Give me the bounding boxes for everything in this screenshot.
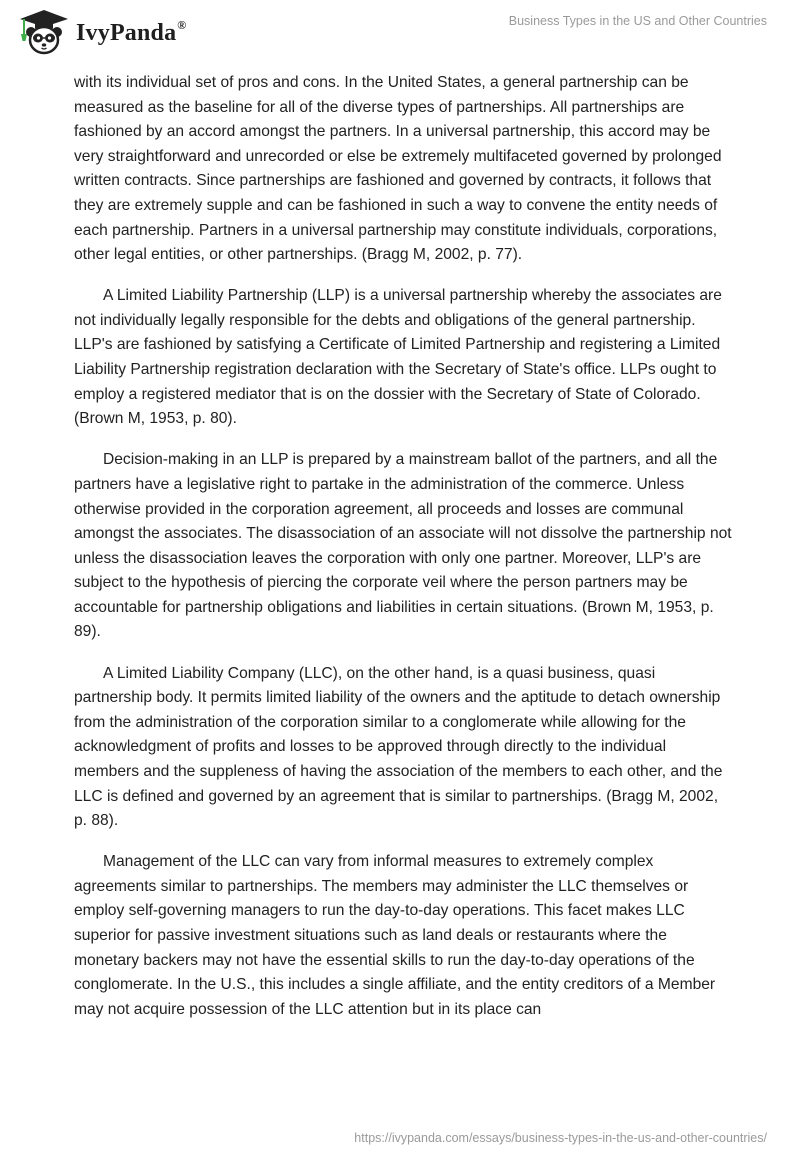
paragraph: Management of the LLC can vary from informal measures to extremely complex agreements similar to partnerships. The members may administer the LLC themselves or employ self-governing managers to run the day-to-day operations. This facet makes LLC superior for passive investment situations such as land deals or restaurants where the monetary backers may not have the essential skills to run the day-to-day operations of the conglomerate. In the U.S., this includes a single affiliate, and the entity creditors of a Member may not acquire possession of the LLC attention but in its place can — [74, 853, 716, 1018]
essay-body — [74, 71, 734, 1039]
paragraph: A Limited Liability Company (LLC), on the other hand, is a quasi business, quasi partnership body. It permits limited liability of the owners and the aptitude to detach ownership from the administration of the corporation similar to a conglomerate while allowing for the acknowledgment of profits and losses to be approved through directly to the individual members and the suppleness of having the association of the members to each other, and the LLC is defined and governed by an agreement that is similar to partnerships. (Bragg M, 2002, p. 88). — [74, 664, 723, 830]
registered-mark: ® — [177, 17, 187, 32]
panda-graduate-icon — [16, 8, 72, 56]
document-title: Business Types in the US and Other Countries — [508, 14, 767, 28]
paragraph: A Limited Liability Partnership (LLP) is a universal partnership whereby the associates are not individually legally responsible for the debts and obligations of the general partnership. LLP's are fashioned by satisfying a Certificate of Limited Partnership and registering a Limited Liability Partnership registration declaration with the Secretary of State's office. LLPs ought to employ a registered mediator that is on the dossier with the Secretary of State of Colorado. (Brown M, 1953, p. 80). — [74, 287, 722, 428]
logo-wordmark — [76, 17, 187, 47]
paragraph: with its individual set of pros and cons. In the United States, a general partnership can be measured as the baseline for all of the diverse types of partnerships. All partnerships are fashioned by an accord amongst the partners. In a universal partnership, this accord may be very straightforward and unrecorded or else be extremely multifaceted governed by prolonged written contracts. Since partnerships are fashioned and governed by contracts, it follows that they are extremely supple and can be fashioned in such a way to convene the entity needs of each partnership. Partners in a universal partnership may constitute individuals, corporations, other legal entities, or other partnerships. (Bragg M, 2002, p. 77). — [74, 74, 722, 264]
page-header — [0, 0, 800, 70]
source-url[interactable]: https://ivypanda.com/essays/business-types-in-the-us-and-other-countries/ — [354, 1131, 767, 1145]
ivypanda-logo[interactable] — [16, 8, 186, 56]
logo-text: IvyPanda — [76, 19, 177, 46]
paragraph: Decision-making in an LLP is prepared by a mainstream ballot of the partners, and all the partners have a legislative right to partake in the administration of the commerce. Unless otherwise provided in the corporation agreement, all proceeds and losses are communal amongst the associates. The disassociation of an associate will not dissolve the partnership not unless the disassociation leaves the corporation with only one partner. Moreover, LLP's are subject to the hypothesis of piercing the corporate veil where the person partners may be accountable for partnership obligations and liabilities in certain situations. (Brown M, 1953, p. 89). — [74, 451, 732, 641]
